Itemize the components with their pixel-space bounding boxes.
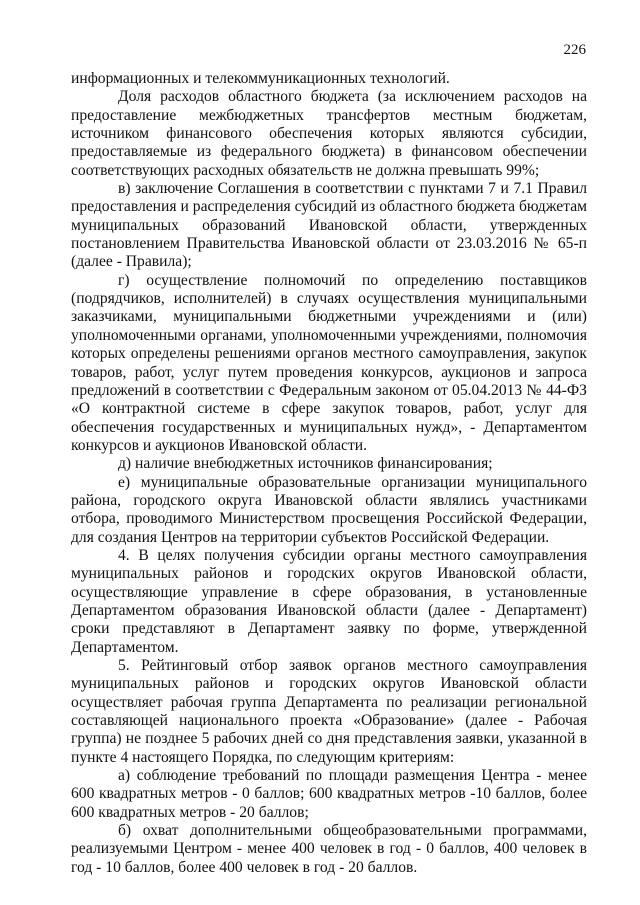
page-number: 226: [563, 42, 586, 58]
paragraph-item-v: в) заключение Соглашения в соответствии с пунктами 7 и 7.1 Правил предоставления и распределения субсидий из областного бюджета бюджетам муниципальных образований Ивановской области, утвержденных постановлением Правительства Ивановской области от 23.03.2016 № 65-п (далее - Правила);: [71, 180, 587, 271]
paragraph-item-e: е) муниципальные образовательные организации муниципального района, городского округа Ивановской области являлись участниками отбора, проводимого Министерством просвещения Российской Федерации, для создания Центров на территории субъектов Российской Федерации.: [71, 473, 587, 546]
paragraph-item-d: д) наличие внебюджетных источников финансирования;: [118, 455, 493, 473]
paragraph-clause-5: 5. Рейтинговый отбор заявок органов местного самоуправления муниципальных районов и городских округов Ивановской области осуществляет рабочая группа Департамента по реализации региональной составляющей национального проекта «Образование» (далее - Рабочая группа) не позднее 5 рабочих дней со дня представления заявки, указанной в пункте 4 настоящего Порядка, по следующим критериям:: [71, 657, 587, 766]
paragraph-criterion-b: б) охват дополнительными общеобразовательными программами, реализуемыми Центром - менее 400 человек в год - 0 баллов, 400 человек в год - 10 баллов, более 400 человек в год - 20 баллов.: [71, 822, 587, 876]
paragraph-item-g: г) осуществление полномочий по определению поставщиков (подрядчиков, исполнителей) в случаях осуществления муниципальными заказчиками, муниципальными бюджетными учреждениями и (или) уполномоченными органами, уполномоченными учреждениями, полномочия которых определены решениями органов местного самоуправления, закупок товаров, работ, услуг путем проведения конкурсов, аукционов и запроса предложений в соответствии с Федеральным законом от 05.04.2013 № 44-ФЗ «О контрактной системе в сфере закупок товаров, работ, услуг для обеспечения государственных и муниципальных нужд», - Департаментом конкурсов и аукционов Ивановской области.: [71, 271, 587, 454]
document-body: [71, 70, 587, 877]
paragraph-criterion-a: а) соблюдение требований по площади размещения Центра - менее 600 квадратных метров - 0 баллов; 600 квадратных метров -10 баллов, более 600 квадратных метров - 20 баллов;: [71, 767, 587, 821]
paragraph-clause-4: 4. В целях получения субсидии органы местного самоуправления муниципальных районов и городских округов Ивановской области, осуществляющие управление в сфере образования, в установленные Департаментом образования Ивановской области (далее - Департамент) сроки представляют в Департамент заявку по форме, утвержденной Департаментом.: [71, 546, 587, 656]
paragraph-budget-share: Доля расходов областного бюджета (за исключением расходов на предоставление межбюджетных трансфертов местным бюджетам, источником финансового обеспечения которых являются субсидии, предоставляемые из федерального бюджета) в финансовом обеспечении соответствующих расходных обязательств не должна превышать 99%;: [71, 88, 587, 179]
paragraph-continuation: информационных и телекоммуникационных технологий.: [71, 70, 450, 87]
